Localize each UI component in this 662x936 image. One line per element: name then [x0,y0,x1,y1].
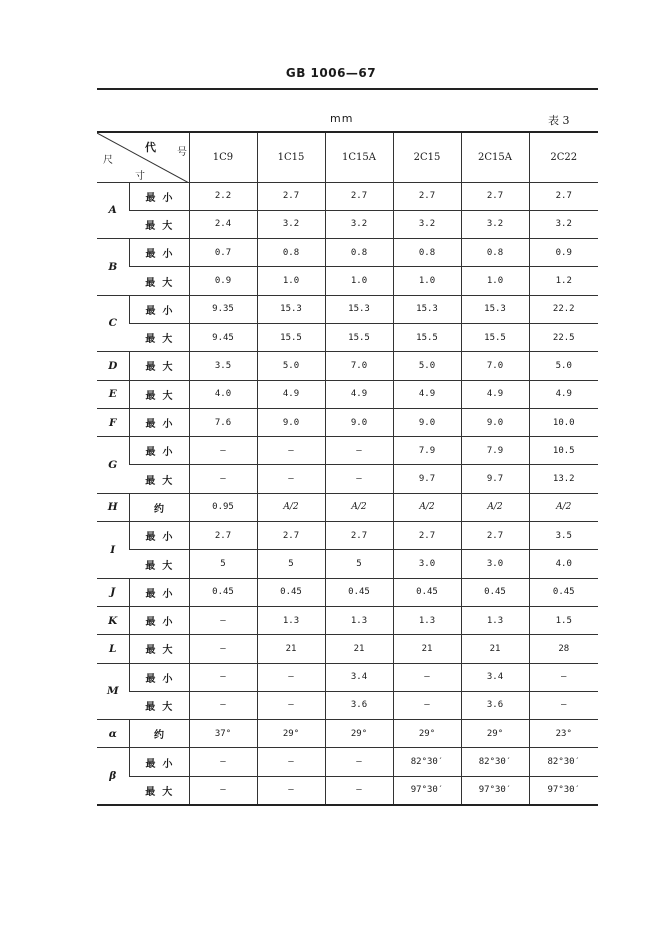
value-cell: 21 [393,635,461,663]
value-cell: 3.4 [325,663,393,691]
limit-label: 最 小 [129,663,189,691]
limit-label: 最 小 [129,522,189,550]
table-row [97,437,598,465]
value-cell: 0.45 [189,578,257,606]
dimension-label: L [97,635,129,663]
value-cell: 9.7 [461,465,529,493]
table-number: 表 3 [548,114,570,127]
value-cell: 3.2 [325,210,393,238]
value-cell: 3.6 [325,691,393,719]
table-row [97,606,598,634]
dimension-label: C [97,295,129,352]
value-cell: 0.45 [257,578,325,606]
limit-label: 约 [129,720,189,748]
limit-label: 最 大 [129,352,189,380]
value-cell: 0.9 [189,267,257,295]
limit-label: 最 大 [129,210,189,238]
value-cell: 1.0 [325,267,393,295]
dimension-label: D [97,352,129,380]
value-cell: 5.0 [529,352,598,380]
value-cell: 0.8 [325,239,393,267]
value-cell: — [189,606,257,634]
value-cell: 2.7 [529,182,598,210]
value-cell: A/2 [393,493,461,521]
value-cell: 9.45 [189,323,257,351]
value-cell: 0.45 [325,578,393,606]
value-cell: 3.2 [393,210,461,238]
value-cell: — [325,776,393,804]
value-cell: 29° [257,720,325,748]
value-cell: 29° [461,720,529,748]
value-cell: — [189,437,257,465]
dimension-label: F [97,408,129,436]
header-rule [97,88,598,90]
value-cell: 1.3 [393,606,461,634]
value-cell: — [189,465,257,493]
value-cell: 1.0 [393,267,461,295]
limit-label: 最 小 [129,182,189,210]
value-cell: 15.5 [393,323,461,351]
value-cell: 15.5 [257,323,325,351]
value-cell: 0.45 [529,578,598,606]
value-cell: 15.5 [461,323,529,351]
dimension-label: H [97,493,129,521]
value-cell: 3.2 [529,210,598,238]
value-cell: 21 [461,635,529,663]
value-cell: 5 [189,550,257,578]
value-cell: 21 [257,635,325,663]
table-row [97,408,598,436]
document-header: GB 1006—67 [285,66,377,80]
value-cell: 0.45 [461,578,529,606]
value-cell: 9.7 [393,465,461,493]
table-row [97,522,598,550]
table-row [97,239,598,267]
value-cell: 1.0 [461,267,529,295]
limit-label: 最 小 [129,606,189,634]
value-cell: 7.0 [461,352,529,380]
value-cell: 9.0 [257,408,325,436]
value-cell: 2.7 [257,522,325,550]
table-row [97,352,598,380]
value-cell: 4.0 [529,550,598,578]
limit-label: 最 小 [129,748,189,776]
value-cell: — [325,748,393,776]
value-cell: — [529,691,598,719]
dimension-label: I [97,522,129,579]
value-cell: 22.5 [529,323,598,351]
value-cell: 10.5 [529,437,598,465]
limit-label: 最 大 [129,691,189,719]
limit-label: 最 小 [129,437,189,465]
value-cell: 9.35 [189,295,257,323]
table-row [97,210,598,238]
value-cell: — [189,635,257,663]
value-cell: 82°30′ [461,748,529,776]
value-cell: 7.6 [189,408,257,436]
value-cell: — [257,465,325,493]
value-cell: 0.7 [189,239,257,267]
value-cell: 0.8 [257,239,325,267]
column-header: 1C9 [189,132,257,182]
table-row [97,323,598,351]
dimension-label: G [97,437,129,494]
table-row [97,635,598,663]
value-cell: — [189,748,257,776]
value-cell: 37° [189,720,257,748]
value-cell: — [529,663,598,691]
value-cell: 2.2 [189,182,257,210]
value-cell: 22.2 [529,295,598,323]
dimension-label: B [97,239,129,296]
value-cell: 15.5 [325,323,393,351]
value-cell: 4.9 [461,380,529,408]
table-row [97,550,598,578]
value-cell: 3.0 [393,550,461,578]
table-row [97,720,598,748]
corner-code-label-2: 号 [177,147,187,158]
value-cell: — [257,691,325,719]
limit-label: 最 小 [129,295,189,323]
value-cell: 4.9 [529,380,598,408]
column-header: 2C15A [461,132,529,182]
value-cell: 2.7 [189,522,257,550]
value-cell: — [325,437,393,465]
value-cell: 3.2 [461,210,529,238]
value-cell: 15.3 [325,295,393,323]
value-cell: 97°30′ [529,776,598,804]
value-cell: 0.9 [529,239,598,267]
table-body [97,182,598,805]
value-cell: 2.7 [325,182,393,210]
value-cell: 4.9 [257,380,325,408]
value-cell: 2.4 [189,210,257,238]
dimension-label: α [97,720,129,748]
value-cell: 97°30′ [461,776,529,804]
limit-label: 最 大 [129,465,189,493]
value-cell: 9.0 [393,408,461,436]
limit-label: 最 小 [129,408,189,436]
value-cell: 2.7 [393,522,461,550]
value-cell: 4.9 [325,380,393,408]
value-cell: 9.0 [461,408,529,436]
limit-label: 最 小 [129,239,189,267]
dimension-label: E [97,380,129,408]
limit-label: 最 大 [129,635,189,663]
table-row [97,663,598,691]
table-row [97,295,598,323]
value-cell: 10.0 [529,408,598,436]
value-cell: 0.45 [393,578,461,606]
value-cell: — [257,663,325,691]
value-cell: 2.7 [461,522,529,550]
value-cell: 1.5 [529,606,598,634]
value-cell: 0.95 [189,493,257,521]
value-cell: 2.7 [325,522,393,550]
dimension-label: J [97,578,129,606]
value-cell: A/2 [529,493,598,521]
value-cell: — [257,748,325,776]
value-cell: 21 [325,635,393,663]
column-header: 1C15 [257,132,325,182]
value-cell: 3.2 [257,210,325,238]
table-row [97,380,598,408]
value-cell: 23° [529,720,598,748]
limit-label: 最 小 [129,578,189,606]
value-cell: — [393,663,461,691]
value-cell: 5 [257,550,325,578]
value-cell: 5 [325,550,393,578]
value-cell: — [393,691,461,719]
limit-label: 最 大 [129,267,189,295]
corner-cell [97,132,189,182]
value-cell: — [325,465,393,493]
limit-label: 最 大 [129,550,189,578]
table-row [97,493,598,521]
dimension-label: M [97,663,129,720]
value-cell: 82°30′ [529,748,598,776]
table-row [97,465,598,493]
dimension-label: K [97,606,129,634]
value-cell: 1.0 [257,267,325,295]
value-cell: 2.7 [461,182,529,210]
value-cell: — [189,663,257,691]
value-cell: 13.2 [529,465,598,493]
value-cell: 15.3 [257,295,325,323]
value-cell: 82°30′ [393,748,461,776]
corner-dim-label-2: 寸 [135,171,145,182]
value-cell: — [189,691,257,719]
value-cell: 15.3 [461,295,529,323]
value-cell: 1.2 [529,267,598,295]
table-row [97,748,598,776]
value-cell: 9.0 [325,408,393,436]
value-cell: 3.6 [461,691,529,719]
table-row [97,578,598,606]
value-cell: 7.0 [325,352,393,380]
table-row [97,267,598,295]
dimension-label: A [97,182,129,239]
value-cell: 3.5 [189,352,257,380]
value-cell: 3.4 [461,663,529,691]
value-cell: A/2 [257,493,325,521]
value-cell: — [257,437,325,465]
limit-label: 最 大 [129,776,189,804]
value-cell: 5.0 [257,352,325,380]
dimension-label: β [97,748,129,805]
value-cell: 4.9 [393,380,461,408]
value-cell: A/2 [325,493,393,521]
limit-label: 约 [129,493,189,521]
dimension-table [97,131,598,806]
value-cell: 1.3 [325,606,393,634]
value-cell: 5.0 [393,352,461,380]
corner-dim-label-1: 尺 [103,155,113,166]
value-cell: 97°30′ [393,776,461,804]
limit-label: 最 大 [129,380,189,408]
value-cell: 0.8 [393,239,461,267]
value-cell: 29° [325,720,393,748]
table-row [97,776,598,804]
value-cell: 29° [393,720,461,748]
value-cell: 4.0 [189,380,257,408]
value-cell: 3.0 [461,550,529,578]
value-cell: 0.8 [461,239,529,267]
value-cell: 2.7 [257,182,325,210]
column-header: 2C22 [529,132,598,182]
unit-label: mm [330,112,354,125]
value-cell: 1.3 [461,606,529,634]
value-cell: 28 [529,635,598,663]
limit-label: 最 大 [129,323,189,351]
value-cell: 1.3 [257,606,325,634]
table-row [97,691,598,719]
value-cell: 7.9 [461,437,529,465]
value-cell: — [257,776,325,804]
column-header: 1C15A [325,132,393,182]
value-cell: 2.7 [393,182,461,210]
header-row [97,132,598,182]
table-row [97,182,598,210]
value-cell: — [189,776,257,804]
corner-code-label-1: 代 [145,141,156,154]
value-cell: A/2 [461,493,529,521]
value-cell: 15.3 [393,295,461,323]
value-cell: 3.5 [529,522,598,550]
column-header: 2C15 [393,132,461,182]
value-cell: 7.9 [393,437,461,465]
